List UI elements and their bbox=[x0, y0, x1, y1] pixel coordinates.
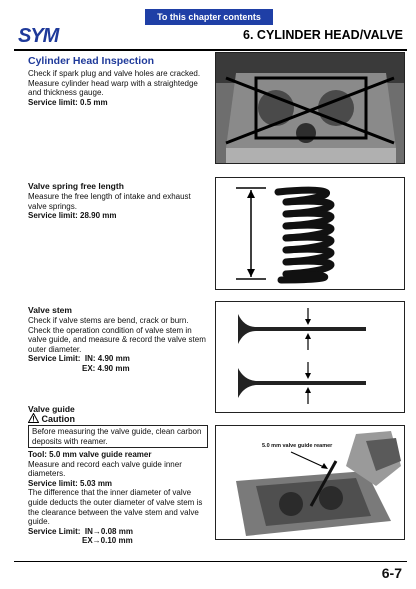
guide-line: diameters. bbox=[28, 469, 66, 479]
chapter-contents-link[interactable]: To this chapter contents bbox=[145, 9, 273, 25]
page-number: 6-7 bbox=[381, 565, 402, 581]
guide-line: The difference that the inner diameter of valve bbox=[28, 488, 192, 498]
section-title-stem: Valve stem bbox=[28, 305, 72, 315]
warning-icon bbox=[28, 413, 39, 423]
valve-stem-photo bbox=[215, 301, 405, 413]
guide-line: Measure and record each valve guide inner bbox=[28, 459, 182, 469]
guide-text bbox=[28, 450, 213, 546]
section-title-guide: Valve guide bbox=[28, 404, 75, 414]
guide-line: the clearance between the valve stem and valve bbox=[28, 507, 199, 517]
chapter-title: 6. CYLINDER HEAD/VALVE bbox=[243, 28, 403, 42]
stem-line: Check the operation condition of valve stem in bbox=[28, 325, 192, 335]
section-title-inspection: Cylinder Head Inspection bbox=[28, 55, 155, 67]
footer-divider bbox=[14, 561, 407, 562]
stem-limit-in: IN: 4.90 mm bbox=[84, 354, 130, 364]
guide-limit-ex: EX→0.10 mm bbox=[82, 536, 133, 546]
spring-text bbox=[28, 192, 213, 221]
cylinder-head-photo bbox=[215, 52, 405, 164]
header-divider bbox=[14, 49, 407, 51]
caution-box bbox=[28, 425, 208, 448]
guide-line: guide deducts the outer diameter of valve stem is bbox=[28, 497, 203, 507]
spring-line: Measure the free length of intake and exhaust bbox=[28, 192, 191, 201]
guide-limit-in: IN→0.08 mm bbox=[84, 526, 133, 536]
caution-line: deposits with reamer. bbox=[32, 436, 108, 446]
stem-limit-label: Service Limit: bbox=[28, 354, 81, 364]
sym-logo bbox=[18, 25, 58, 48]
spring-line: valve springs. bbox=[28, 201, 77, 211]
inspection-text bbox=[28, 69, 213, 107]
inspection-line: Measure cylinder head warp with a straightedge bbox=[28, 78, 198, 88]
stem-line: outer diameter. bbox=[28, 344, 82, 354]
stem-line: Check if valve stems are bend, crack or burn. bbox=[28, 316, 189, 325]
caution-heading bbox=[28, 413, 75, 425]
valve-spring-photo bbox=[215, 177, 405, 290]
spring-service-limit: Service limit: 28.90 mm bbox=[28, 211, 117, 221]
guide-tool: Tool: 5.0 mm valve guide reamer bbox=[28, 450, 152, 459]
reamer-label: 5.0 mm valve guide reamer bbox=[262, 443, 333, 449]
inspection-service-limit: Service limit: 0.5 mm bbox=[28, 97, 108, 107]
section-title-spring: Valve spring free length bbox=[28, 181, 124, 191]
guide-service-limit: Service limit: 5.03 mm bbox=[28, 478, 113, 488]
inspection-line: and thickness gauge. bbox=[28, 88, 104, 98]
caution-label: Caution bbox=[41, 414, 76, 424]
guide-clearance-limit bbox=[28, 527, 213, 537]
stem-line: valve guide, and measure & record the valve stem bbox=[28, 335, 206, 345]
guide-line: guide. bbox=[28, 517, 50, 527]
stem-service-limit bbox=[28, 354, 213, 364]
caution-line: Before measuring the valve guide, clean carbon bbox=[32, 427, 202, 436]
logo-text: SYM bbox=[18, 25, 59, 47]
stem-text bbox=[28, 316, 213, 374]
inspection-line: Check if spark plug and valve holes are cracked. bbox=[28, 69, 201, 78]
stem-limit-ex: EX: 4.90 mm bbox=[82, 363, 130, 373]
guide-limit-label: Service Limit: bbox=[28, 526, 81, 536]
